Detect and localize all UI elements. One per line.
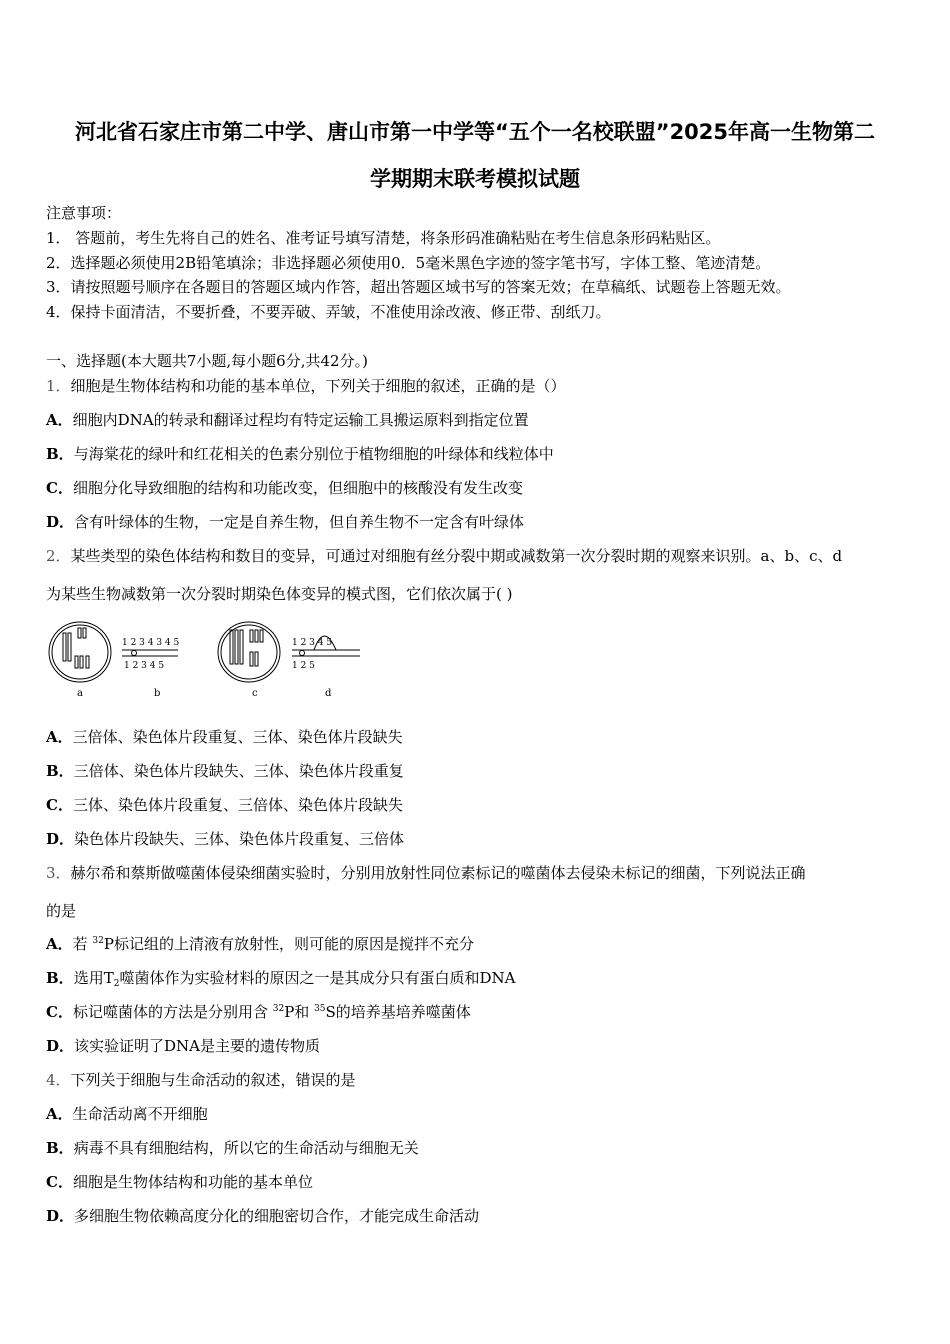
question-1-option-b	[46, 444, 554, 464]
option-text: 细胞内DNA的转录和翻译过程均有特定运输工具搬运原料到指定位置	[72, 411, 529, 429]
figure-label-d: d	[325, 688, 332, 699]
option-label: C．	[46, 1173, 73, 1191]
option-label: B．	[46, 445, 74, 463]
question-3-option-c	[46, 1002, 471, 1022]
option-text: 三倍体、染色体片段重复、三体、染色体片段缺失	[72, 728, 403, 746]
note-item: 1． 答题前，考生先将自己的姓名、准考证号填写清楚，将条形码准确粘贴在考生信息条形码粘贴区。	[46, 229, 721, 247]
option-text: 标记噬菌体的方法是分别用含	[72, 1003, 273, 1021]
figure-b-top-labels: 1 2 3 4 3 4 5	[122, 638, 180, 648]
option-text: 生命活动离不开细胞	[72, 1105, 208, 1123]
note-item: 3．请按照题号顺序在各题目的答题区域内作答，超出答题区域书写的答案无效；在草稿纸、试题卷上答题无效。	[46, 278, 791, 296]
question-3-stem-line2: 的是	[46, 902, 77, 920]
option-label: C．	[46, 1003, 73, 1021]
question-2-option-a	[46, 727, 403, 747]
figure-d-bottom-labels: 1 2 5	[292, 661, 315, 671]
figure-a-cell	[49, 622, 111, 682]
option-text: 含有叶绿体的生物，一定是自养生物，但自养生物不一定含有叶绿体	[74, 513, 525, 531]
option-text: 噬菌体作为实验材料的原因之一是其成分只有蛋白质和DNA	[119, 969, 516, 987]
question-4-option-d	[46, 1206, 479, 1226]
option-label: B．	[46, 762, 74, 780]
option-text: 病毒不具有细胞结构，所以它的生命活动与细胞无关	[73, 1139, 419, 1157]
option-text: 若	[72, 935, 93, 953]
option-text: 三体、染色体片段重复、三倍体、染色体片段缺失	[72, 796, 403, 814]
option-label: A．	[46, 1105, 73, 1123]
question-text: 下列关于细胞与生命活动的叙述，错误的是	[70, 1071, 356, 1089]
subscript: 2	[113, 979, 120, 989]
question-2-option-d	[46, 829, 404, 849]
option-text: P和	[284, 1003, 315, 1021]
option-label: D．	[46, 1207, 75, 1225]
figure-d-top-labels: 1 2 3 4 5	[292, 638, 333, 648]
superscript: 35	[314, 1004, 326, 1014]
option-label: D．	[46, 513, 75, 531]
option-text: P标记组的上清液有放射性，则可能的原因是搅拌不充分	[103, 935, 474, 953]
question-2-stem-line2: 为某些生物减数第一次分裂时期染色体变异的模式图，它们依次属于( )	[46, 585, 513, 603]
option-label: B．	[46, 1139, 74, 1157]
question-number: 3．	[46, 864, 71, 882]
option-text: 三倍体、染色体片段缺失、三体、染色体片段重复	[73, 762, 404, 780]
option-text: 细胞分化导致细胞的结构和功能改变，但细胞中的核酸没有发生改变	[72, 479, 523, 497]
option-label: C．	[46, 796, 73, 814]
figure-label-a: a	[77, 688, 83, 699]
chromosome-variation-figure	[44, 616, 374, 700]
note-item: 2．选择题必须使用2B铅笔填涂；非选择题必须使用0．5毫米黑色字迹的签字笔书写，字体工整、笔迹清楚。	[46, 254, 771, 272]
question-number: 2．	[46, 547, 71, 565]
question-3-option-d	[46, 1036, 320, 1056]
figure-b-bottom-labels: 1 2 3 4 5	[124, 661, 165, 671]
question-3-option-b	[46, 968, 515, 988]
option-label: C．	[46, 479, 73, 497]
question-number: 1．	[46, 377, 71, 395]
option-label: D．	[46, 830, 75, 848]
option-label: D．	[46, 1037, 75, 1055]
question-text: 某些类型的染色体结构和数目的变异，可通过对细胞有丝分裂中期或减数第一次分裂时期的观察来识别。a、b、c、d	[70, 547, 843, 565]
option-text: 该实验证明了DNA是主要的遗传物质	[74, 1037, 321, 1055]
option-text: 多细胞生物依赖高度分化的细胞密切合作，才能完成生命活动	[74, 1207, 480, 1225]
question-1-option-a	[46, 410, 529, 430]
notes-heading: 注意事项：	[46, 204, 122, 222]
question-1-option-c	[46, 478, 523, 498]
figure-label-b: b	[154, 688, 161, 699]
question-3-stem	[46, 863, 806, 883]
figure-b-segments	[122, 650, 178, 656]
question-2-option-c	[46, 795, 403, 815]
option-label: A．	[46, 728, 73, 746]
question-1-option-d	[46, 512, 524, 532]
question-3-option-a	[46, 934, 474, 954]
option-text: 染色体片段缺失、三体、染色体片段重复、三倍体	[74, 830, 405, 848]
page-title-line1: 河北省石家庄市第二中学、唐山市第一中学等“五个一名校联盟”2025年高一生物第二	[74, 120, 876, 144]
page-title-line2: 学期期末联考模拟试题	[370, 167, 580, 191]
option-label: A．	[46, 411, 73, 429]
section-title: 一、选择题(本大题共7小题,每小题6分,共42分。)	[46, 352, 368, 370]
question-4-option-b	[46, 1138, 419, 1158]
question-4-option-a	[46, 1104, 208, 1124]
option-label: B．	[46, 969, 74, 987]
superscript: 32	[92, 936, 104, 946]
question-4-stem	[46, 1070, 356, 1090]
question-number: 4．	[46, 1071, 71, 1089]
question-2-stem	[46, 546, 842, 566]
figure-c-cell	[218, 622, 280, 682]
option-label: A．	[46, 935, 73, 953]
question-text: 细胞是生物体结构和功能的基本单位，下列关于细胞的叙述，正确的是（）	[70, 377, 566, 395]
question-4-option-c	[46, 1172, 313, 1192]
option-text: 与海棠花的绿叶和红花相关的色素分别位于植物细胞的叶绿体和线粒体中	[73, 445, 554, 463]
question-1-stem	[46, 376, 566, 396]
note-item: 4．保持卡面清洁，不要折叠，不要弄破、弄皱，不准使用涂改液、修正带、刮纸刀。	[46, 303, 611, 321]
superscript: 32	[272, 1004, 285, 1014]
option-text: 选用T	[73, 969, 114, 987]
option-text: 细胞是生物体结构和功能的基本单位	[72, 1173, 313, 1191]
figure-label-c: c	[252, 688, 258, 699]
question-2-option-b	[46, 761, 404, 781]
option-text: S的培养基培养噬菌体	[325, 1003, 471, 1021]
question-text: 赫尔希和蔡斯做噬菌体侵染细菌实验时，分别用放射性同位素标记的噬菌体去侵染未标记的细菌，下列说法正确	[70, 864, 806, 882]
